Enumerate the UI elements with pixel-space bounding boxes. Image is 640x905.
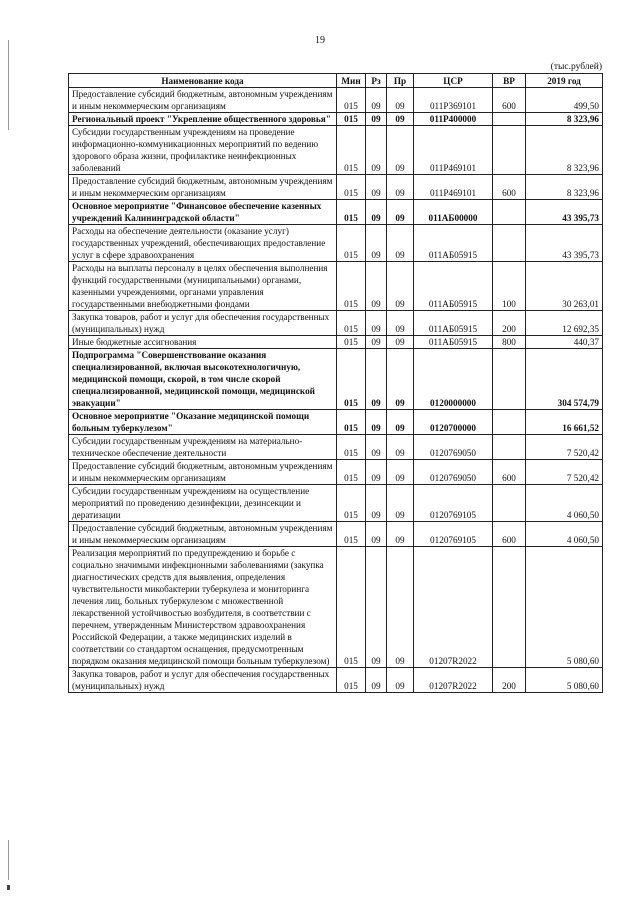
- table-row: [69, 175, 603, 200]
- row-min: 015: [337, 435, 366, 460]
- table-row: [69, 113, 603, 126]
- row-csr: 011АБ00000: [414, 200, 493, 225]
- col-header-min: Мин: [337, 74, 366, 88]
- row-rz: 09: [366, 88, 387, 113]
- row-amount: 7 520,42: [526, 435, 603, 460]
- row-amount: 12 692,35: [526, 311, 603, 336]
- row-vr: [493, 225, 526, 262]
- row-name: Расходы на обеспечение деятельности (оказание услуг) государственных учреждений, обеспечивающих предоставление услуг в сфере здравоохранения: [69, 225, 337, 262]
- row-pr: 09: [387, 225, 414, 262]
- row-rz: 09: [366, 126, 387, 175]
- row-rz: 09: [366, 311, 387, 336]
- row-amount: 304 574,79: [526, 349, 603, 410]
- table-row: [69, 225, 603, 262]
- row-vr: [493, 349, 526, 410]
- col-header-year: 2019 год: [526, 74, 603, 88]
- row-vr: [493, 410, 526, 435]
- row-pr: 09: [387, 175, 414, 200]
- budget-table: [68, 73, 603, 693]
- row-csr: 011АБ05915: [414, 262, 493, 311]
- row-amount: 499,50: [526, 88, 603, 113]
- row-name: Субсидии государственным учреждениям на проведение информационно-коммуникационных мероприятий по ведению здорового образа жизни, профилактике неинфекционных заболеваний: [69, 126, 337, 175]
- row-pr: 09: [387, 126, 414, 175]
- table-row: [69, 485, 603, 522]
- row-name: Предоставление субсидий бюджетным, автономным учреждениям и иным некоммерческим организациям: [69, 460, 337, 485]
- table-row: [69, 460, 603, 485]
- row-pr: 09: [387, 460, 414, 485]
- row-rz: 09: [366, 225, 387, 262]
- row-min: 015: [337, 668, 366, 693]
- row-rz: 09: [366, 200, 387, 225]
- row-name: Субсидии государственным учреждениям на материально-техническое обеспечение деятельности: [69, 435, 337, 460]
- row-amount: 43 395,73: [526, 200, 603, 225]
- row-min: 015: [337, 225, 366, 262]
- row-vr: 100: [493, 262, 526, 311]
- row-min: 015: [337, 547, 366, 668]
- row-vr: [493, 485, 526, 522]
- table-row: [69, 311, 603, 336]
- col-header-pr: Пр: [387, 74, 414, 88]
- row-name: Подпрограмма "Совершенствование оказания специализированной, включая высокотехнологичную, медицинской помощи, скорой, в том числе скорой специализированной, медицинской помощи, медицинской эвакуации": [69, 349, 337, 410]
- row-rz: 09: [366, 668, 387, 693]
- col-header-csr: ЦСР: [414, 74, 493, 88]
- row-name: Закупка товаров, работ и услуг для обеспечения государственных (муниципальных) нужд: [69, 311, 337, 336]
- row-vr: 600: [493, 522, 526, 547]
- col-header-vr: ВР: [493, 74, 526, 88]
- page-number: 19: [315, 35, 325, 46]
- row-pr: 09: [387, 547, 414, 668]
- row-csr: 01207R2022: [414, 668, 493, 693]
- col-header-rz: Рз: [366, 74, 387, 88]
- row-name: Иные бюджетные ассигнования: [69, 336, 337, 349]
- table-row: [69, 522, 603, 547]
- row-min: 015: [337, 113, 366, 126]
- row-csr: 011АБ05915: [414, 311, 493, 336]
- table-row: [69, 262, 603, 311]
- row-name: Предоставление субсидий бюджетным, автономным учреждениям и иным некоммерческим организациям: [69, 522, 337, 547]
- row-csr: 0120000000: [414, 349, 493, 410]
- row-vr: [493, 200, 526, 225]
- table-header-row: [69, 74, 603, 88]
- row-rz: 09: [366, 410, 387, 435]
- row-vr: 600: [493, 88, 526, 113]
- row-pr: 09: [387, 262, 414, 311]
- row-min: 015: [337, 262, 366, 311]
- row-amount: 8 323,96: [526, 175, 603, 200]
- row-min: 015: [337, 200, 366, 225]
- row-amount: 7 520,42: [526, 460, 603, 485]
- row-rz: 09: [366, 522, 387, 547]
- row-rz: 09: [366, 175, 387, 200]
- table-row: [69, 668, 603, 693]
- row-min: 015: [337, 410, 366, 435]
- row-vr: [493, 113, 526, 126]
- row-csr: 011P469101: [414, 175, 493, 200]
- row-vr: 600: [493, 175, 526, 200]
- row-amount: 8 323,96: [526, 126, 603, 175]
- row-amount: 16 661,52: [526, 410, 603, 435]
- row-min: 015: [337, 126, 366, 175]
- row-pr: 09: [387, 410, 414, 435]
- row-vr: [493, 547, 526, 668]
- margin-dot: [7, 885, 10, 890]
- row-amount: 5 080,60: [526, 668, 603, 693]
- units-label: (тыс.рублей): [550, 62, 602, 72]
- row-vr: 800: [493, 336, 526, 349]
- row-min: 015: [337, 485, 366, 522]
- row-vr: [493, 435, 526, 460]
- row-name: Основное мероприятие "Финансовое обеспечение казенных учреждений Калининградской области": [69, 200, 337, 225]
- row-rz: 09: [366, 485, 387, 522]
- row-name: Расходы на выплаты персоналу в целях обеспечения выполнения функций государственными (муниципальными) органами, казенными учреждениями, органами управления государственными внебюджетными фондами: [69, 262, 337, 311]
- row-csr: 0120769105: [414, 522, 493, 547]
- row-csr: 0120769050: [414, 435, 493, 460]
- row-csr: 011АБ05915: [414, 225, 493, 262]
- row-pr: 09: [387, 435, 414, 460]
- row-min: 015: [337, 522, 366, 547]
- row-min: 015: [337, 311, 366, 336]
- row-name: Основное мероприятие "Оказание медицинской помощи больным туберкулезом": [69, 410, 337, 435]
- row-rz: 09: [366, 262, 387, 311]
- row-min: 015: [337, 175, 366, 200]
- table-row: [69, 410, 603, 435]
- col-header-name: Наименование кода: [69, 74, 337, 88]
- row-min: 015: [337, 460, 366, 485]
- table-row: [69, 88, 603, 113]
- row-csr: 0120769050: [414, 460, 493, 485]
- table-row: [69, 336, 603, 349]
- row-rz: 09: [366, 336, 387, 349]
- row-name: Предоставление субсидий бюджетным, автономным учреждениям и иным некоммерческим организациям: [69, 175, 337, 200]
- row-min: 015: [337, 336, 366, 349]
- row-vr: [493, 126, 526, 175]
- row-rz: 09: [366, 435, 387, 460]
- row-vr: 200: [493, 311, 526, 336]
- row-name: Реализация мероприятий по предупреждению и борьбе с социально значимыми инфекционными заболеваниями (закупка диагностических средств для выявления, определения чувствительности микобактерии туберкулеза и мониторинга лечения лиц, больных туберкулезом с множественной лекарственной устойчивостью возбудителя, в соответствии с перечнем, утвержденным Министерством здравоохранения Российской Федерации, а также медицинских изделий в соответствии со стандартом оснащения, предусмотренным порядком оказания медицинской помощи больным туберкулезом): [69, 547, 337, 668]
- row-rz: 09: [366, 460, 387, 485]
- table-row: [69, 126, 603, 175]
- row-pr: 09: [387, 668, 414, 693]
- row-amount: 8 323,96: [526, 113, 603, 126]
- row-name: Субсидии государственным учреждениям на осуществление мероприятий по проведению дезинфекции, дезинсекции и дератизации: [69, 485, 337, 522]
- row-csr: 0120700000: [414, 410, 493, 435]
- row-vr: 200: [493, 668, 526, 693]
- row-pr: 09: [387, 522, 414, 547]
- row-pr: 09: [387, 336, 414, 349]
- row-csr: 011P369101: [414, 88, 493, 113]
- row-rz: 09: [366, 113, 387, 126]
- row-pr: 09: [387, 200, 414, 225]
- row-amount: 30 263,01: [526, 262, 603, 311]
- row-name: Региональный проект "Укрепление общественного здоровья": [69, 113, 337, 126]
- row-pr: 09: [387, 311, 414, 336]
- row-name: Предоставление субсидий бюджетным, автономным учреждениям и иным некоммерческим организациям: [69, 88, 337, 113]
- row-vr: 600: [493, 460, 526, 485]
- row-csr: 011P469101: [414, 126, 493, 175]
- table-row: [69, 547, 603, 668]
- row-min: 015: [337, 349, 366, 410]
- row-rz: 09: [366, 349, 387, 410]
- table-row: [69, 349, 603, 410]
- margin-line: [8, 840, 9, 880]
- row-rz: 09: [366, 547, 387, 668]
- row-csr: 0120769105: [414, 485, 493, 522]
- row-pr: 09: [387, 88, 414, 113]
- row-pr: 09: [387, 113, 414, 126]
- row-csr: 011АБ05915: [414, 336, 493, 349]
- table-row: [69, 435, 603, 460]
- table-row: [69, 200, 603, 225]
- row-amount: 5 080,60: [526, 547, 603, 668]
- row-csr: 01207R2022: [414, 547, 493, 668]
- row-name: Закупка товаров, работ и услуг для обеспечения государственных (муниципальных) нужд: [69, 668, 337, 693]
- row-pr: 09: [387, 349, 414, 410]
- margin-line: [8, 40, 9, 130]
- row-pr: 09: [387, 485, 414, 522]
- row-amount: 440,37: [526, 336, 603, 349]
- row-amount: 4 060,50: [526, 485, 603, 522]
- row-amount: 4 060,50: [526, 522, 603, 547]
- row-min: 015: [337, 88, 366, 113]
- row-amount: 43 395,73: [526, 225, 603, 262]
- row-csr: 011P400000: [414, 113, 493, 126]
